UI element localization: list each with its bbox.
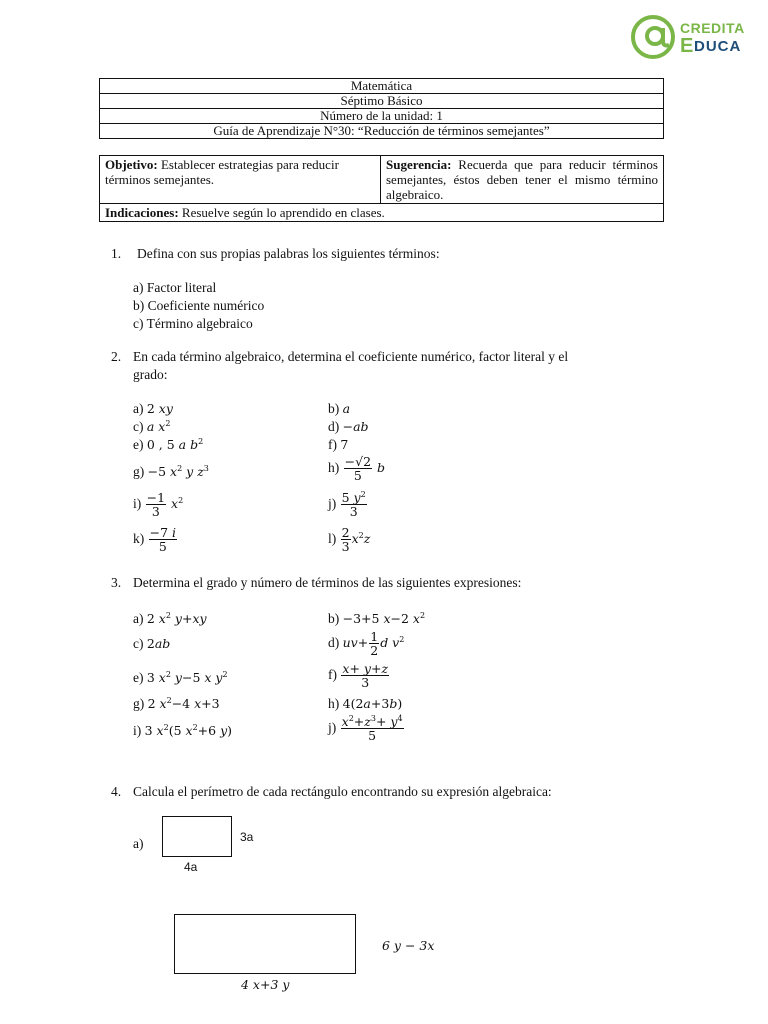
instructions-cell — [100, 204, 664, 222]
q4-a-label: a) — [133, 836, 144, 851]
header-subject: Matemática — [100, 79, 664, 94]
q4-number: 4. — [111, 784, 122, 799]
rectangle-b-bottom-label: 4 x+3 y — [241, 977, 290, 992]
q3-i: i) 3 $x^2(5$ $x^2+6$ y) — [133, 723, 233, 738]
q3-g: g) 2 $x^2-4$ x+3 — [133, 696, 220, 711]
logo-top-text: CREDITA — [680, 20, 745, 36]
q1-item-c: c) Término algebraico — [133, 316, 253, 331]
q2-text-line2: grado: — [133, 367, 168, 382]
q2-e: e) 0 , 5 a $b^2$ — [133, 437, 204, 452]
q2-a: a) 2 xy — [133, 401, 173, 416]
q2-i: i) $\frac{-1}{3}$ $x^2$ — [133, 490, 184, 520]
instructions-text: Resuelve según lo aprendido en clases. — [178, 205, 385, 220]
logo-bottom-text: DUCA — [694, 38, 742, 55]
q2-d: d) −ab — [328, 419, 369, 434]
q1-item-b: b) Coeficiente numérico — [133, 298, 265, 313]
header-unit: Número de la unidad: 1 — [100, 109, 664, 124]
q1-number: 1. — [111, 246, 122, 261]
q4-text: Calcula el perímetro de cada rectángulo encontrando su expresión algebraica: — [133, 784, 552, 799]
rectangle-a-bottom-label: 4a — [184, 860, 198, 874]
logo-e-letter: E — [680, 35, 694, 57]
objective-cell — [100, 156, 381, 204]
rectangle-a-side-label: 3a — [240, 830, 254, 844]
q2-g: g) −5 $x^2$ y $z^3$ — [133, 464, 209, 479]
header-guide: Guía de Aprendizaje N°30: “Reducción de términos semejantes” — [100, 124, 664, 139]
q2-h: h) $\frac{-√2}{5}$ b — [328, 454, 386, 484]
suggestion-cell — [381, 156, 664, 204]
q1-text: Defina con sus propias palabras los siguientes términos: — [137, 246, 440, 261]
objective-text: Establecer estrategias para reducir términos semejantes. — [105, 157, 339, 187]
q2-b: b) a — [328, 401, 351, 416]
suggestion-text: Recuerda que para reducir términos semejantes, éstos deben tener el mismo término algebraico. — [386, 157, 658, 202]
objective-table — [99, 155, 664, 222]
header-table — [99, 78, 664, 139]
header-grade: Séptimo Básico — [100, 94, 664, 109]
q2-f: f) 7 — [328, 437, 349, 452]
suggestion-label: Sugerencia: — [386, 157, 452, 172]
q2-c: c) a $x^2$ — [133, 419, 171, 434]
q3-j: j) $\frac{x^2+z^3+ y^4}{5}$ — [328, 714, 403, 744]
q3-number: 3. — [111, 575, 122, 590]
logo — [630, 14, 750, 58]
objective-label: Objetivo: — [105, 157, 158, 172]
q1-item-a: a) Factor literal — [133, 280, 217, 295]
q3-text: Determina el grado y número de términos de las siguientes expresiones: — [133, 575, 522, 590]
q3-d: d) uv+ $\frac{1}{2}$ d $v^2$ — [328, 629, 405, 659]
q2-text-line1: En cada término algebraico, determina el coeficiente numérico, factor literal y el — [133, 349, 569, 364]
q2-number: 2. — [111, 349, 122, 364]
at-sign-icon — [630, 14, 676, 60]
q3-f: f) $\frac{x+ y+z}{3}$ — [328, 661, 389, 691]
q3-b: b) −3+5 x−2 $x^2$ — [328, 611, 426, 626]
q3-h: h) 4(2a+3b) — [328, 696, 403, 711]
q2-j: j) $\frac{5 y^2}{3}$ — [328, 490, 366, 520]
rectangle-b — [174, 914, 356, 974]
rectangle-b-side-label: 6 y − 3x — [382, 938, 435, 953]
q3-a: a) 2 $x^2$ y+xy — [133, 611, 207, 626]
rectangle-a — [162, 816, 232, 857]
q3-e: e) 3 $x^2$ y−5 x $y^2$ — [133, 670, 228, 685]
q2-l: l) $\frac{2}{3}$ $x^2z$ — [328, 525, 371, 555]
q2-k: k) $\frac{-7 i}{5}$ — [133, 525, 177, 555]
instructions-label: Indicaciones: — [105, 205, 179, 220]
q3-c: c) 2ab — [133, 636, 171, 651]
